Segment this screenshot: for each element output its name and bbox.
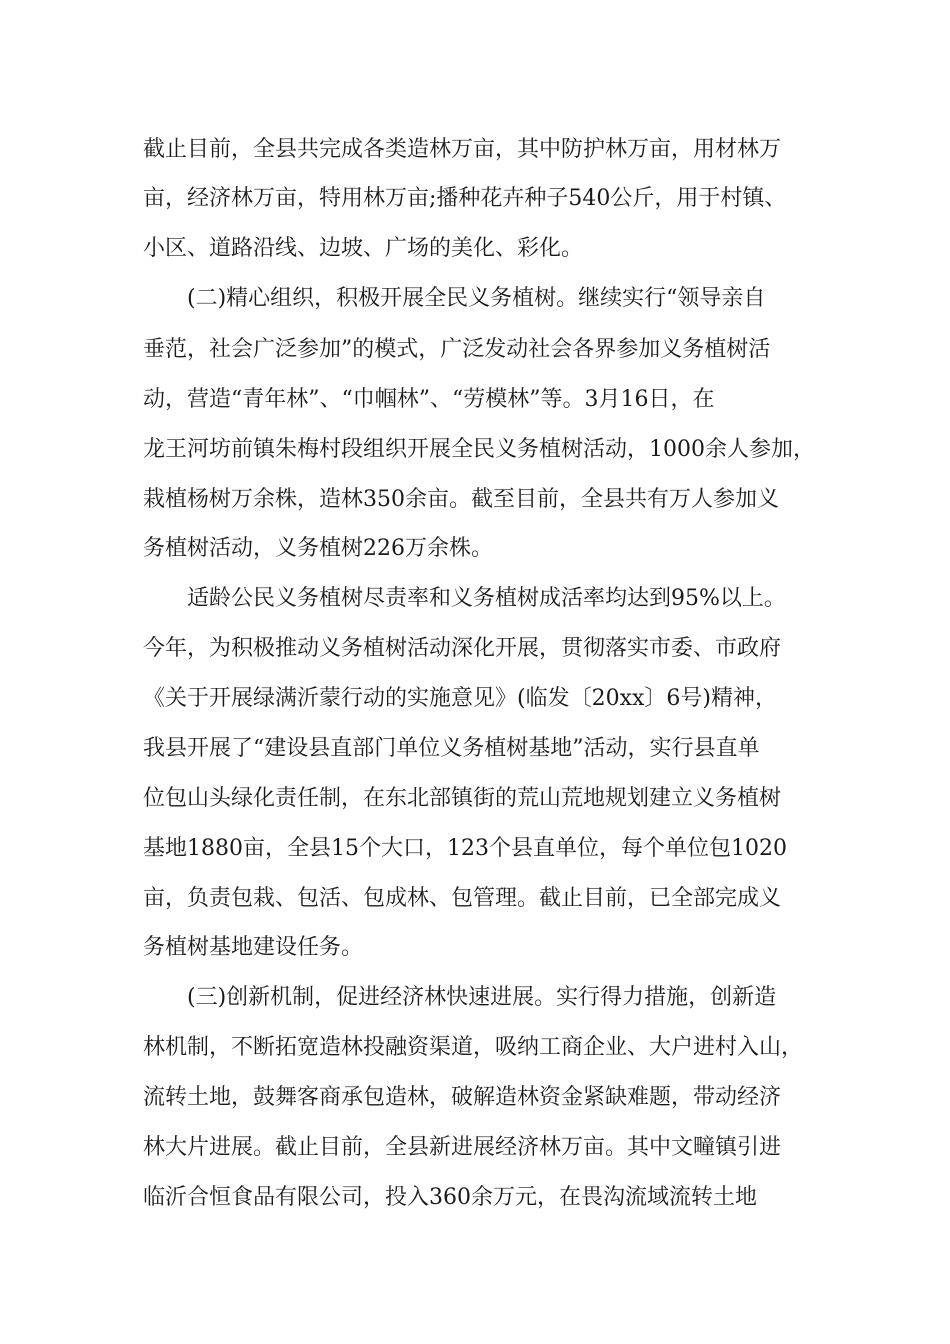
text-line-8: 栽植杨树万余株，造林350余亩。截至目前，全县共有万人参加义 xyxy=(143,487,779,512)
text-line-15: 基地1880亩，全县15个大口，123个县直单位，每个单位包1020 xyxy=(143,836,787,861)
text-line-9: 务植树活动，义务植树226万余株。 xyxy=(143,536,493,561)
text-line-18: (三)创新机制，促进经济林快速进展。实行得力措施，创新造 xyxy=(187,985,777,1010)
text-line-22: 临沂合恒食品有限公司，投入360余万元，在畏沟流域流转土地 xyxy=(143,1185,757,1210)
text-line-14: 位包山头绿化责任制，在东北部镇街的荒山荒地规划建立义务植树 xyxy=(143,786,782,811)
text-line-6: 动，营造“青年林”、“巾帼林”、“劳模林”等。3月16日，在 xyxy=(143,387,715,412)
text-line-5: 垂范，社会广泛参加”的模式，广泛发动社会各界参加义务植树活 xyxy=(143,337,771,362)
text-line-19: 林机制，不断拓宽造林投融资渠道，吸纳工商企业、大户进村入山， xyxy=(143,1035,804,1060)
text-line-16: 亩，负责包栽、包活、包成林、包管理。截止目前，已全部完成义 xyxy=(143,886,782,911)
text-line-13: 我县开展了“建设县直部门单位义务植树基地”活动，实行县直单 xyxy=(143,736,760,761)
text-line-20: 流转土地，鼓舞客商承包造林，破解造林资金紧缺难题，带动经济 xyxy=(143,1085,782,1110)
text-line-10: 适龄公民义务植树尽责率和义务植树成活率均达到95%以上。 xyxy=(187,586,786,611)
text-line-12: 《关于开展绿满沂蒙行动的实施意见》(临发〔20xx〕6号)精神， xyxy=(143,686,777,711)
text-line-17: 务植树基地建设任务。 xyxy=(143,935,364,960)
text-line-2: 亩，经济林万亩，特用林万亩;播种花卉种子540公斤，用于村镇、 xyxy=(143,186,787,211)
text-line-1: 截止目前，全县共完成各类造林万亩，其中防护林万亩，用材林万 xyxy=(143,137,782,162)
text-line-7: 龙王河坊前镇朱梅村段组织开展全民义务植树活动，1000余人参加， xyxy=(143,437,815,462)
text-line-21: 林大片进展。截止目前，全县新进展经济林万亩。其中文疃镇引进 xyxy=(143,1135,782,1160)
text-line-4: (二)精心组织，积极开展全民义务植树。继续实行“领导亲自 xyxy=(187,286,766,311)
text-line-11: 今年，为积极推动义务植树活动深化开展，贯彻落实市委、市政府 xyxy=(143,636,782,661)
text-line-3: 小区、道路沿线、边坡、广场的美化、彩化。 xyxy=(143,236,584,261)
